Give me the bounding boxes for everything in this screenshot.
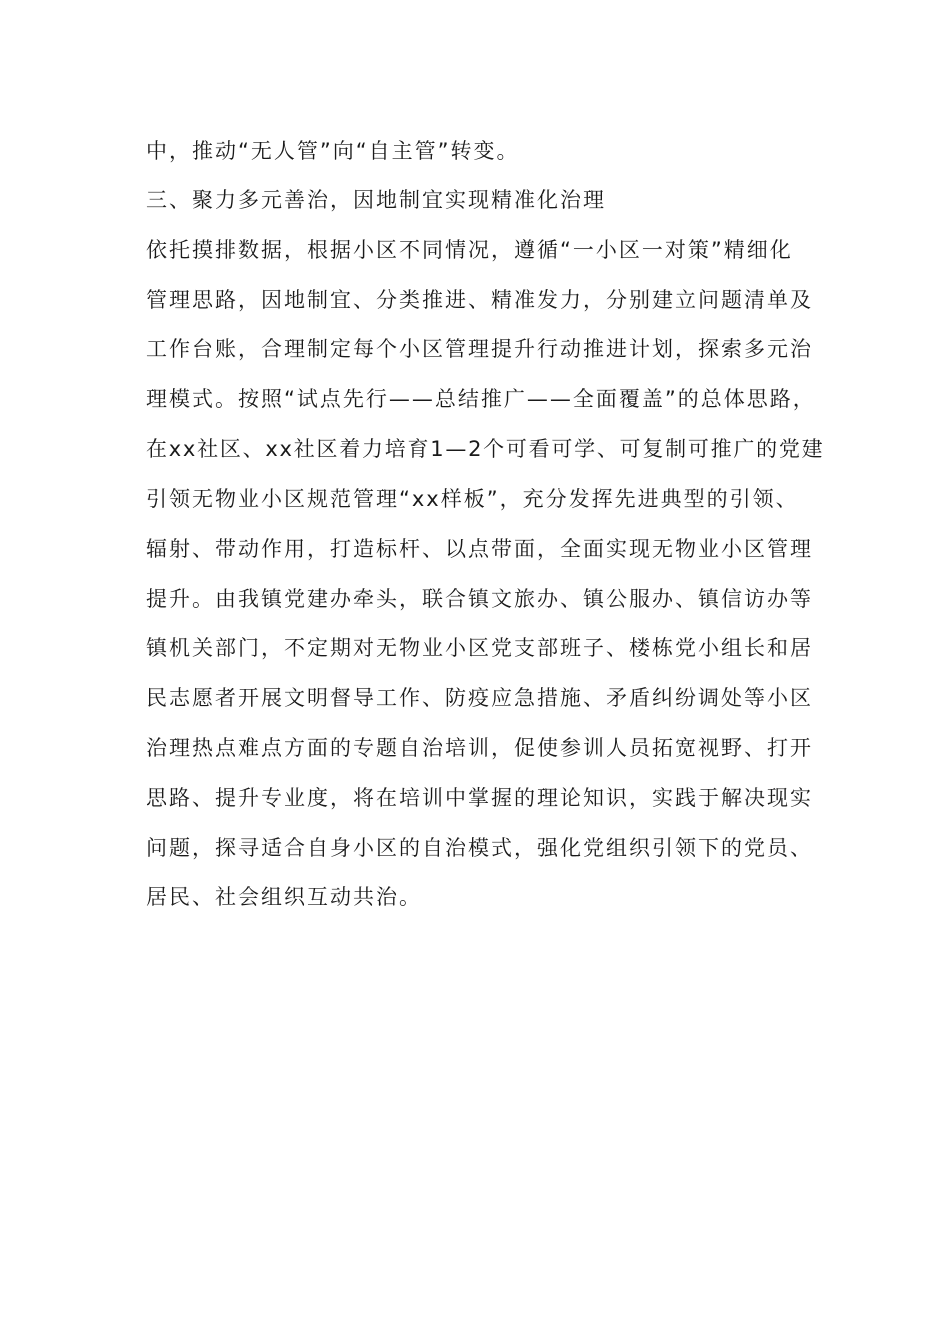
- section-heading: 三、聚力多元善治，因地制宜实现精准化治理: [146, 188, 606, 212]
- paragraph-line: 治理热点难点方面的专题自治培训，促使参训人员拓宽视野、打开: [146, 736, 813, 760]
- paragraph-line: 居民、社会组织互动共治。: [146, 885, 422, 909]
- paragraph-line: 镇机关部门，不定期对无物业小区党支部班子、楼栋党小组长和居: [146, 636, 813, 660]
- paragraph-line: 依托摸排数据，根据小区不同情况，遵循“一小区一对策”精细化: [146, 238, 793, 262]
- paragraph-line: 思路、提升专业度，将在培训中掌握的理论知识，实践于解决现实: [146, 786, 813, 810]
- paragraph-line: 提升。由我镇党建办牵头，联合镇文旅办、镇公服办、镇信访办等: [146, 587, 813, 611]
- paragraph-line: 工作台账，合理制定每个小区管理提升行动推进计划，探索多元治: [146, 337, 813, 361]
- paragraph-line: 引领无物业小区规范管理“xx样板”，充分发挥先进典型的引领、: [146, 487, 799, 511]
- text-line-continuation: 中，推动“无人管”向“自主管”转变。: [146, 139, 520, 163]
- paragraph-line: 问题，探寻适合自身小区的自治模式，强化党组织引领下的党员、: [146, 836, 813, 860]
- paragraph-line: 辐射、带动作用，打造标杆、以点带面，全面实现无物业小区管理: [146, 537, 813, 561]
- paragraph-line: 管理思路，因地制宜、分类推进、精准发力，分别建立问题清单及: [146, 288, 813, 312]
- paragraph-line: 理模式。按照“试点先行——总结推广——全面覆盖”的总体思路，: [146, 387, 816, 411]
- paragraph-line: 在xx社区、xx社区着力培育1—2个可看可学、可复制可推广的党建: [146, 437, 825, 461]
- paragraph-line: 民志愿者开展文明督导工作、防疫应急措施、矛盾纠纷调处等小区: [146, 686, 813, 710]
